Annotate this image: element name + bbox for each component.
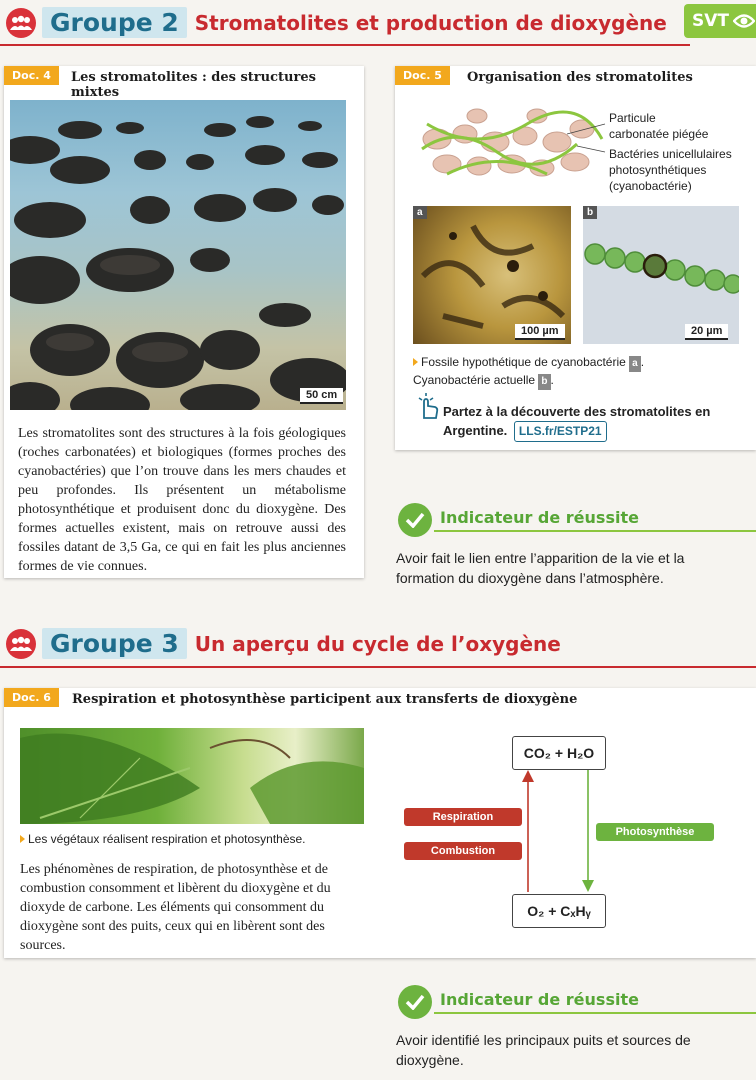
cyanobacteria-photo-b [583,206,739,344]
fossil-photo-a [413,206,571,344]
indicator2-rule [434,1012,756,1014]
photo-b-scale: 20 µm [685,324,728,340]
caption-arrow-icon [20,835,25,843]
bacteria-label-line2: photosynthétiques [609,163,707,177]
indicator1-rule [434,530,756,532]
link-text-line1: Partez à la découverte des stromatolites en [443,404,711,419]
particle-label-line2: carbonatée piégée [609,127,709,141]
doc6-caption [20,831,306,847]
indicator1-title: Indicateur de réussite [440,508,639,527]
particle-label-line1: Particule [609,111,656,125]
doc4-scale: 50 cm [300,388,343,404]
o2-cxhy-box: O₂ + CₓHᵧ [512,894,606,928]
doc6-title: Respiration et photosynthèse participent aux transferts de dioxygène [72,692,578,707]
particle-label [609,110,708,142]
photo-a-scale: 100 µm [515,324,565,340]
co2-h2o-box: CO₂ + H₂O [512,736,606,770]
doc5-link-block [443,402,710,442]
respiration-label: Respiration [404,808,522,826]
group2-title: Stromatolites et production de dioxygène [194,10,667,35]
stromatolite-schematic [417,104,607,184]
check-icon [398,503,432,537]
group3-number: Groupe 3 [42,628,187,659]
bacteria-label-line1: Bactéries unicellulaires [609,147,732,161]
doc5-card [395,66,756,450]
doc6-text: Les phénomènes de respiration, de photosynthèse et de combustion consomment et libèrent du dioxygène et du dioxyde de carbone. Les éléments qui consomment du dioxygène sont des puits, ceux qui en libèrent sont des sources. [20,862,331,953]
caption-line1: Fossile hypothétique de cyanobactérie [421,355,626,369]
caption-line2: Cyanobactérie actuelle [413,373,536,387]
eye-icon [733,12,755,30]
photo-a-tag: a [413,206,427,219]
hand-pointer-icon [415,392,441,425]
doc6-caption-text: Les végétaux réalisent respiration et photosynthèse. [28,832,306,846]
doc5-caption: Fossile hypothétique de cyanobactérie a . Cyanobactérie actuelle b . [413,354,743,390]
link-text-line2: Argentine. [443,423,508,438]
combustion-label: Combustion [404,842,522,860]
group-people-icon [6,8,36,38]
svt-badge-label: SVT [692,11,729,31]
cycle-arrows [518,768,598,894]
indicator1-text: Avoir fait le lien entre l’apparition de la vie et la formation du dioxygène dans l’atmosphère. [396,550,685,586]
photosynthese-label: Photosynthèse [596,823,714,841]
indicator2-title: Indicateur de réussite [440,990,639,1009]
group2-rule [0,44,690,46]
doc5-title: Organisation des stromatolites [467,70,693,85]
caption-tag-a: a [629,356,641,372]
doc6-tag: Doc. 6 [4,688,59,707]
doc4-tag: Doc. 4 [4,66,59,85]
caption-arrow-icon [413,358,418,366]
doc4-text: Les stromatolites sont des structures à la fois géologiques (roches carbonatées) et biologiques (formes proches des cyanobactéries) que l’on trouve dans les mers chaudes et peu profondes. Ils présentent un métabolisme photosynthétique et produisent donc du dioxygène. Des formes actuelles existent, mais on retrouve aussi des fossiles datant de 3,5 Ga, ce qui en fait les plus anciennes formes de vie connues. [18,426,346,574]
doc5-tag: Doc. 5 [395,66,450,85]
doc4-title: Les stromatolites : des structures mixtes [71,70,316,100]
group3-title: Un aperçu du cycle de l’oxygène [194,631,561,656]
photo-b-tag: b [583,206,597,219]
leaves-photo [20,728,364,824]
doc6-card [4,688,756,958]
caption-tag-b: b [538,374,550,390]
group-people-icon [6,629,36,659]
group2-header [6,7,667,38]
group3-rule [0,666,756,668]
svt-badge [684,4,756,38]
check-icon [398,985,432,1019]
group2-number: Groupe 2 [42,7,187,38]
bacteria-label-line3: (cyanobactérie) [609,179,692,193]
stromatolites-photo [10,100,346,410]
lls-link[interactable]: LLS.fr/ESTP21 [514,421,607,442]
doc4-card [4,66,364,578]
indicator2-text: Avoir identifié les principaux puits et sources de dioxygène. [396,1032,691,1068]
group3-header [6,628,561,659]
bacteria-label [609,146,732,194]
